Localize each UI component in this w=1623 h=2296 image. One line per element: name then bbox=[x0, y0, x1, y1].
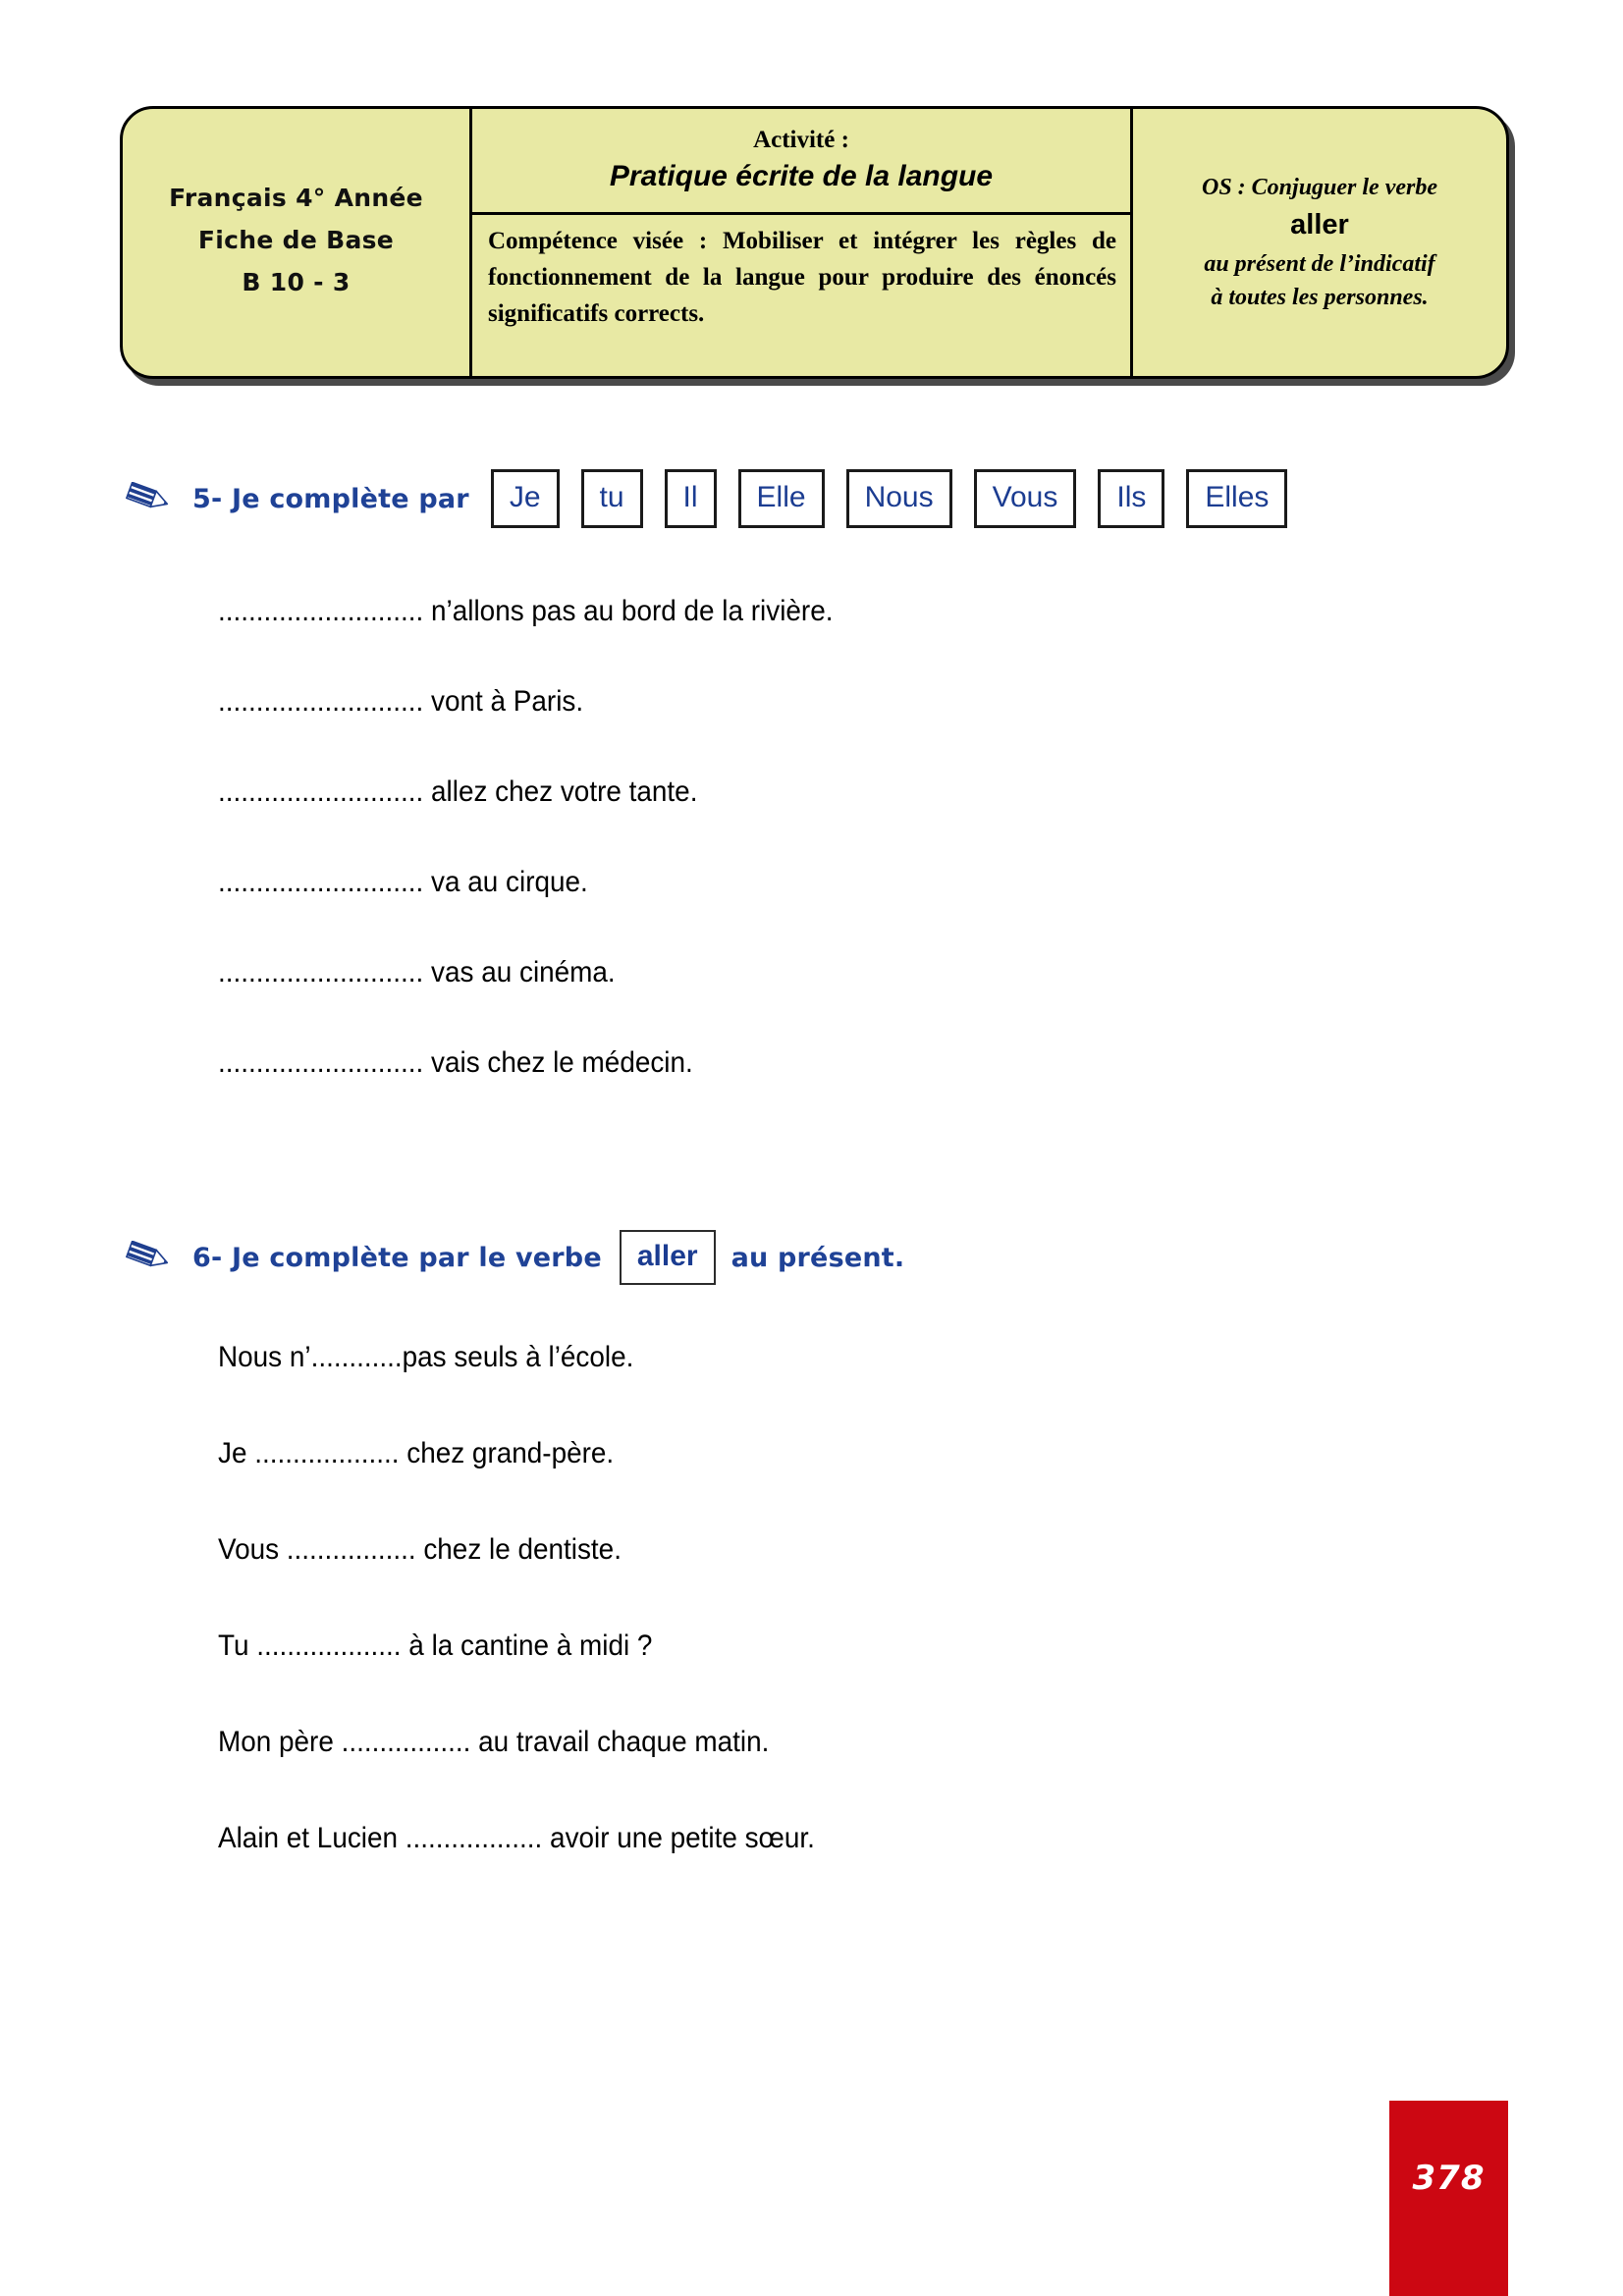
activity-label: Activité : bbox=[753, 127, 849, 154]
verb-chip-aller[interactable]: aller bbox=[620, 1230, 716, 1285]
exercise-5-line: ........................... allez chez votre tante. bbox=[218, 775, 698, 808]
header-cell-identity bbox=[123, 109, 472, 376]
objective-line-3: à toutes les personnes. bbox=[1211, 284, 1429, 310]
exercise-5-line: ........................... vont à Paris. bbox=[218, 685, 584, 718]
exercise-6-line: Je ................... chez grand-père. bbox=[218, 1437, 615, 1469]
competence-text: Compétence visée : Mobiliser et intégrer les règles de fonctionnement de la langue pour produire des énoncés significatifs corrects. bbox=[488, 228, 1116, 327]
pronoun-chip-il[interactable]: Il bbox=[665, 469, 717, 528]
exercise-6-instruction-after: au présent. bbox=[730, 1242, 905, 1273]
exercise-6-sentences bbox=[218, 1343, 860, 1920]
exercise-6-heading bbox=[126, 1230, 904, 1285]
pronoun-chip-ils[interactable]: Ils bbox=[1098, 469, 1164, 528]
sheet-code: B 10 - 3 bbox=[242, 267, 351, 296]
exercise-6-line: Alain et Lucien .................. avoir une petite sœur. bbox=[218, 1822, 815, 1854]
objective-line-1: OS : Conjuguer le verbe bbox=[1202, 175, 1437, 201]
page-number-badge bbox=[1389, 2101, 1508, 2296]
exercise-6-line: Nous n’............pas seuls à l’école. bbox=[218, 1341, 634, 1373]
header-cell-objective bbox=[1133, 109, 1506, 376]
activity-title: Pratique écrite de la langue bbox=[609, 159, 994, 192]
worksheet-header bbox=[120, 106, 1509, 379]
exercise-5-line: ........................... vais chez le médecin. bbox=[218, 1046, 693, 1079]
pronoun-chip-je[interactable]: Je bbox=[491, 469, 560, 528]
pronoun-chip-vous[interactable]: Vous bbox=[974, 469, 1077, 528]
exercise-6-instruction-before: 6- Je complète par le verbe bbox=[192, 1242, 602, 1273]
exercise-5-sentences bbox=[218, 597, 880, 1139]
pronoun-chip-elles[interactable]: Elles bbox=[1186, 469, 1287, 528]
header-cell-activity bbox=[472, 109, 1133, 376]
exercise-5-heading bbox=[126, 469, 1287, 528]
pencil-icon bbox=[126, 1241, 171, 1274]
pronoun-chip-row bbox=[469, 469, 1288, 528]
exercise-6-line: Mon père ................. au travail chaque matin. bbox=[218, 1726, 770, 1758]
pronoun-chip-elle[interactable]: Elle bbox=[738, 469, 825, 528]
exercise-6-line: Tu ................... à la cantine à midi ? bbox=[218, 1629, 653, 1662]
exercise-6-line: Vous ................. chez le dentiste. bbox=[218, 1533, 622, 1566]
objective-line-2: au présent de l’indicatif bbox=[1204, 250, 1435, 277]
sheet-type: Fiche de Base bbox=[197, 225, 395, 254]
exercise-5-instruction: 5- Je complète par bbox=[192, 483, 469, 514]
exercise-5-line: ........................... va au cirque. bbox=[218, 866, 588, 898]
header-table bbox=[120, 106, 1509, 379]
subject-level: Français 4° Année bbox=[169, 183, 423, 212]
exercise-5-line: ........................... n’allons pas au bord de la rivière. bbox=[218, 595, 834, 627]
objective-verb: aller bbox=[1290, 209, 1349, 241]
activity-block bbox=[472, 109, 1130, 215]
page-number: 378 bbox=[1412, 2158, 1486, 2198]
pronoun-chip-tu[interactable]: tu bbox=[581, 469, 643, 528]
pencil-icon bbox=[126, 482, 171, 515]
pronoun-chip-nous[interactable]: Nous bbox=[846, 469, 952, 528]
exercise-5-line: ........................... vas au cinéma. bbox=[218, 956, 616, 988]
